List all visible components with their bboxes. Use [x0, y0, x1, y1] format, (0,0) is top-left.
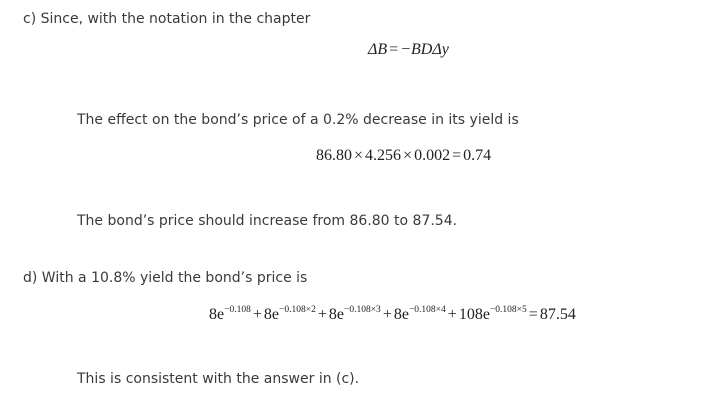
formula-lhs: ΔB	[368, 41, 388, 58]
term-4: $8e^{-0.108\times 4}$	[393, 305, 446, 323]
part-c-conclusion: The bond’s price should increase from 86.80 to 87.54.	[77, 213, 458, 229]
equation-result: 87.54	[539, 306, 576, 323]
term-3: $8e^{-0.108\times 3}$	[328, 305, 381, 323]
plus-sign: +	[317, 306, 327, 323]
term-5: $108e^{-0.108\times 5}$	[458, 305, 527, 323]
part-d-intro: d) With a 10.8% yield the bond’s price is	[23, 270, 308, 286]
part-d-conclusion: This is consistent with the answer in (c).	[77, 371, 360, 387]
duration-formula	[368, 40, 449, 60]
price-change-calculation	[316, 146, 491, 166]
term-2: $8e^{-0.108\times 2}$	[263, 305, 316, 323]
plus-sign: +	[447, 306, 457, 323]
term-1: $8e^{-0.108}$	[209, 305, 251, 323]
plus-sign: +	[252, 306, 262, 323]
equals-sign: =	[389, 41, 399, 58]
equals-sign: =	[528, 306, 538, 323]
calc-change: 0.002	[414, 147, 451, 164]
calc-result: 0.74	[463, 147, 492, 164]
times-sign: ×	[354, 147, 364, 164]
effect-text: The effect on the bond’s price of a 0.2% decrease in its yield is	[77, 112, 519, 128]
equals-sign: =	[452, 147, 462, 164]
bond-price-equation	[209, 305, 576, 325]
times-sign: ×	[403, 147, 413, 164]
calc-duration: 4.256	[365, 147, 402, 164]
calc-price: 86.80	[316, 147, 352, 164]
formula-rhs: −BDΔy	[400, 41, 449, 58]
part-c-intro: c) Since, with the notation in the chapter	[23, 11, 311, 27]
plus-sign: +	[382, 306, 392, 323]
